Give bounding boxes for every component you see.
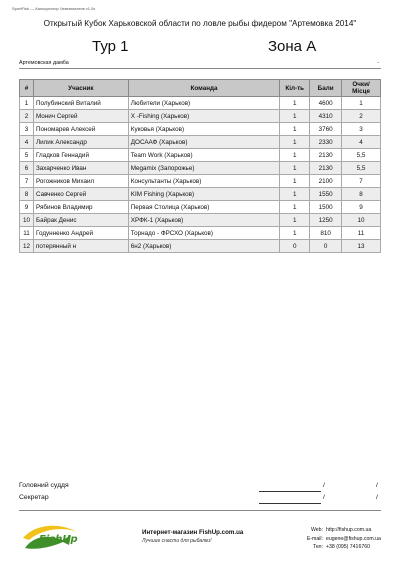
judge-signature-line — [259, 491, 321, 492]
table-row — [20, 201, 381, 214]
cell-points: 0 — [310, 240, 342, 253]
cell-count: 1 — [280, 136, 310, 149]
cell-place: 5,5 — [342, 162, 381, 175]
cell-team: ХРФК-1 (Харьков) — [128, 214, 280, 227]
contact-email — [287, 535, 381, 544]
cell-points: 2130 — [310, 149, 342, 162]
cell-count: 1 — [280, 227, 310, 240]
cell-place: 5,5 — [342, 149, 381, 162]
cell-num: 3 — [20, 123, 34, 136]
cell-count: 1 — [280, 201, 310, 214]
cell-points: 1550 — [310, 188, 342, 201]
cell-count: 1 — [280, 123, 310, 136]
footer-divider — [19, 510, 381, 511]
cell-num: 1 — [20, 97, 34, 110]
cell-place: 1 — [342, 97, 381, 110]
col-header-name: Учасник — [33, 80, 128, 97]
cell-num: 8 — [20, 188, 34, 201]
cell-count: 0 — [280, 240, 310, 253]
table-row — [20, 162, 381, 175]
cell-count: 1 — [280, 97, 310, 110]
cell-name: Байрак Денис — [33, 214, 128, 227]
cell-team: Первая Столица (Харьков) — [128, 201, 280, 214]
cell-team: Любители (Харьков) — [128, 97, 280, 110]
cell-name: Рябинов Владимир — [33, 201, 128, 214]
cell-points: 4310 — [310, 110, 342, 123]
cell-place: 10 — [342, 214, 381, 227]
table-row — [20, 123, 381, 136]
cell-name: Захарченко Иван — [33, 162, 128, 175]
results-body — [20, 97, 381, 253]
cell-num: 11 — [20, 227, 34, 240]
cell-team: 6н2 (Харьков) — [128, 240, 280, 253]
cell-name: Пономарев Алексей — [33, 123, 128, 136]
signatures — [19, 482, 381, 506]
cell-count: 1 — [280, 149, 310, 162]
cell-points: 2100 — [310, 175, 342, 188]
cell-points: 4600 — [310, 97, 342, 110]
cell-count: 1 — [280, 175, 310, 188]
cell-num: 4 — [20, 136, 34, 149]
contact-email-value: eugene@fishup.com.ua — [326, 535, 381, 542]
secretary-slash-2: / — [376, 494, 378, 501]
table-header-row — [20, 80, 381, 97]
location-bar — [19, 58, 381, 69]
secretary-slash-1: / — [323, 494, 325, 501]
cell-name: потерянный н — [33, 240, 128, 253]
table-row — [20, 188, 381, 201]
table-row — [20, 175, 381, 188]
cell-place: 11 — [342, 227, 381, 240]
contact-phone-label: Тел: — [312, 544, 323, 551]
cell-place: 7 — [342, 175, 381, 188]
cell-place: 8 — [342, 188, 381, 201]
cell-num: 5 — [20, 149, 34, 162]
cell-name: Полубинский Виталий — [33, 97, 128, 110]
contact-web-label: Web: — [310, 527, 323, 533]
results-table — [19, 79, 381, 253]
table-row — [20, 110, 381, 123]
contact-phone-value: +38 (095) 7416760 — [326, 544, 370, 551]
location-dash: - — [377, 60, 379, 66]
cell-name: Гладков Геннадий — [33, 149, 128, 162]
cell-points: 1500 — [310, 201, 342, 214]
cell-points: 810 — [310, 227, 342, 240]
contact-web — [287, 526, 381, 535]
cell-team: Megamix (Запорожье) — [128, 162, 280, 175]
secretary-label: Секретар — [19, 494, 49, 501]
cell-num: 7 — [20, 175, 34, 188]
col-header-place-line2: Місце — [352, 88, 370, 95]
page-title: Открытый Кубок Харьковской области по ловле рыбы фидером "Артемовка 2014" — [43, 19, 357, 28]
cell-count: 1 — [280, 214, 310, 227]
col-header-count: Кіл-ть — [280, 80, 310, 97]
cell-count: 1 — [280, 110, 310, 123]
col-header-points: Бали — [310, 80, 342, 97]
cell-count: 1 — [280, 188, 310, 201]
contact-web-value: http://fishup.com.ua — [326, 527, 372, 533]
table-row — [20, 214, 381, 227]
cell-num: 9 — [20, 201, 34, 214]
table-row — [20, 240, 381, 253]
cell-name: Савченко Сергей — [33, 188, 128, 201]
cell-team: ДОСААФ (Харьков) — [128, 136, 280, 149]
col-header-place — [342, 80, 381, 97]
contacts-block — [287, 526, 381, 552]
cell-team: Куковья (Харьков) — [128, 123, 280, 136]
cell-num: 6 — [20, 162, 34, 175]
cell-name: Лилик Александр — [33, 136, 128, 149]
software-caption: SportFish — Калькулятор Чемпионатов v1.0x — [12, 6, 96, 11]
cell-count: 1 — [280, 162, 310, 175]
location-name: Артемовская дамба — [19, 60, 69, 66]
cell-place: 2 — [342, 110, 381, 123]
cell-points: 2130 — [310, 162, 342, 175]
cell-num: 10 — [20, 214, 34, 227]
cell-name: Рогожников Михаил — [33, 175, 128, 188]
secretary-signature-row — [19, 494, 381, 506]
cell-place: 4 — [342, 136, 381, 149]
cell-num: 2 — [20, 110, 34, 123]
judge-label: Головний суддя — [19, 482, 69, 489]
shop-slogan: Лучшие снасти для рыбалки! — [142, 538, 212, 544]
cell-team: KIM Fishing (Харьков) — [128, 188, 280, 201]
shop-name: Интернет-магазин FishUp.com.ua — [142, 529, 244, 536]
cell-place: 9 — [342, 201, 381, 214]
judge-signature-row — [19, 482, 381, 494]
contact-phone — [287, 543, 381, 552]
cell-name: Монич Сергей — [33, 110, 128, 123]
cell-team: X -Fishing (Харьков) — [128, 110, 280, 123]
cell-points: 2330 — [310, 136, 342, 149]
tour-label: Тур 1 — [92, 38, 129, 55]
cell-points: 1250 — [310, 214, 342, 227]
table-row — [20, 136, 381, 149]
logo-text: FishUp — [39, 534, 78, 545]
cell-team: Team Work (Харьков) — [128, 149, 280, 162]
fishup-logo — [19, 518, 83, 554]
col-header-team: Команда — [128, 80, 280, 97]
judge-slash-1: / — [323, 482, 325, 489]
table-row — [20, 227, 381, 240]
cell-name: Годунненко Андрей — [33, 227, 128, 240]
cell-place: 13 — [342, 240, 381, 253]
col-header-num: # — [20, 80, 34, 97]
cell-points: 3760 — [310, 123, 342, 136]
secretary-signature-line — [259, 503, 321, 504]
zone-label: Зона А — [268, 38, 317, 55]
cell-team: Консультанты (Харьков) — [128, 175, 280, 188]
judge-slash-2: / — [376, 482, 378, 489]
cell-team: Торнадо - ФРСХО (Харьков) — [128, 227, 280, 240]
table-row — [20, 149, 381, 162]
cell-place: 3 — [342, 123, 381, 136]
cell-num: 12 — [20, 240, 34, 253]
contact-email-label: E-mail: — [306, 535, 323, 542]
table-row — [20, 97, 381, 110]
col-header-place-line1: Очки/ — [352, 81, 370, 88]
